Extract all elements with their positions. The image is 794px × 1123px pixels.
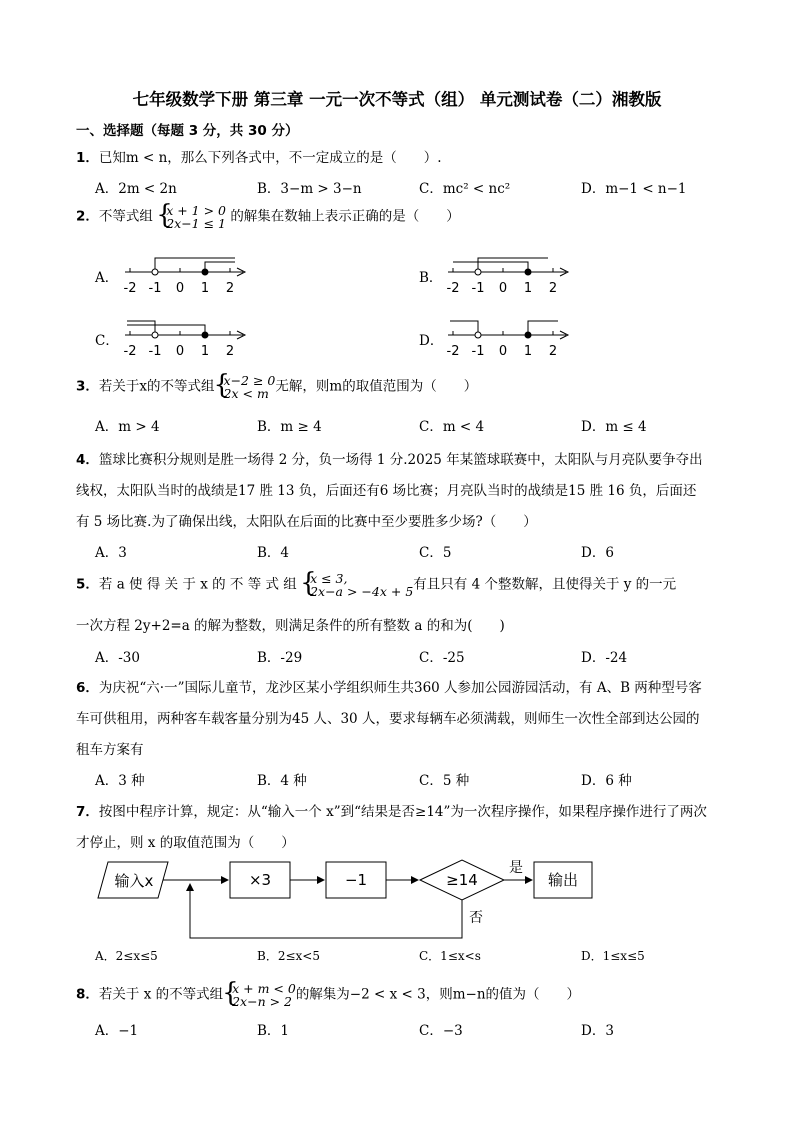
- question-number: 7．: [76, 804, 99, 820]
- solid-dot: [525, 332, 531, 338]
- tick-label: -2: [446, 344, 460, 359]
- q2-number-line-d[interactable]: [438, 315, 578, 361]
- q5-option-b[interactable]: B．-29: [257, 650, 303, 666]
- question-number: 8．: [76, 986, 99, 1003]
- q8-option-d[interactable]: D．3: [581, 1023, 614, 1039]
- open-dot: [475, 332, 481, 338]
- question-6-line-3: 租车方案有: [76, 742, 144, 758]
- q3-option-d[interactable]: D．m ≤ 4: [581, 419, 647, 435]
- open-dot: [475, 269, 481, 275]
- question-text-line: 按图中程序计算，规定：从“输入一个 x”到“结果是否≥14”为一次程序操作，如果程序操作进行了两次: [98, 804, 707, 820]
- q7-option-b[interactable]: B．2≤x<5: [257, 949, 320, 963]
- q2-option-c-label[interactable]: C．: [95, 333, 119, 349]
- q2-number-line-c[interactable]: [115, 315, 255, 361]
- question-number: 5．: [76, 576, 99, 593]
- tick-label: 0: [175, 281, 185, 296]
- q3-option-c[interactable]: C．m < 4: [419, 419, 485, 435]
- q2-option-b-label[interactable]: B．: [419, 270, 443, 286]
- question-7: [76, 800, 707, 820]
- tick-label: 2: [548, 344, 558, 359]
- tick-label: -1: [471, 281, 485, 296]
- q6-option-d[interactable]: D．6 种: [581, 773, 632, 789]
- question-text-line: 篮球比赛积分规则是胜一场得 2 分，负一场得 1 分.2025 年某篮球联赛中，太阳队与月亮队要争夺出: [98, 452, 703, 468]
- question-text-post: 无解，则m的取值范围为（ ）: [275, 378, 478, 395]
- question-number: 2．: [76, 208, 99, 225]
- question-text-post: 的解集为−2 < x < 3，则m−n的值为（ ）: [295, 986, 581, 1003]
- q2-option-a-label[interactable]: A．: [95, 270, 119, 286]
- inequality-system: { x−2 ≥ 0 2x < m: [215, 374, 276, 400]
- q4-option-a[interactable]: A．3: [95, 545, 127, 561]
- question-6-line-2: 车可供租用，两种客车载客量分别为45 人、30 人，要求每辆车必须满载，则师生一次性全部到达公园的: [76, 711, 700, 727]
- question-8: [76, 982, 580, 1008]
- q5-option-a[interactable]: A．-30: [95, 650, 140, 666]
- q1-option-b[interactable]: B．3−m > 3−n: [257, 181, 362, 197]
- q3-option-b[interactable]: B．m ≥ 4: [257, 419, 322, 435]
- section-heading: 一、选择题（每题 3 分，共 30 分）: [76, 123, 299, 139]
- tick-label: -1: [148, 344, 162, 359]
- inequality-system: { x + m < 0 2x−n > 2: [223, 982, 296, 1008]
- question-number: 3．: [76, 378, 99, 395]
- q7-option-a[interactable]: A．2≤x≤5: [95, 949, 158, 963]
- inequality-system: { x ≤ 3, 2x−a > −4x + 5: [301, 572, 413, 598]
- input-label: 输入x: [114, 872, 154, 890]
- tick-label: 0: [498, 344, 508, 359]
- no-label: 否: [469, 910, 483, 926]
- tick-label: 1: [523, 344, 533, 359]
- q6-option-b[interactable]: B．4 种: [257, 773, 307, 789]
- q8-option-b[interactable]: B．1: [257, 1023, 290, 1039]
- q2-option-d-label[interactable]: D．: [419, 333, 444, 349]
- tick-label: -2: [123, 344, 137, 359]
- question-text-post: 有且只有 4 个整数解，且使得关于 y 的一元: [413, 576, 677, 593]
- q6-option-a[interactable]: A．3 种: [95, 773, 145, 789]
- tick-label: -1: [471, 344, 485, 359]
- tick-label: 2: [548, 281, 558, 296]
- tick-label: -1: [148, 281, 162, 296]
- question-text-pre: 若 a 使 得 关 于 x 的 不 等 式 组: [98, 576, 297, 593]
- q1-option-c[interactable]: C．mc² < nc²: [419, 181, 511, 197]
- subtract-label: −1: [344, 871, 368, 889]
- multiply-label: ×3: [248, 871, 272, 889]
- question-number: 4．: [76, 452, 99, 468]
- q7-option-c[interactable]: C．1≤x<s: [419, 949, 481, 963]
- q2-number-line-b[interactable]: [438, 252, 578, 298]
- question-text: 已知m < n，那么下列各式中，不一定成立的是（ ）.: [98, 150, 442, 166]
- question-7-line-2: 才停止，则 x 的取值范围为（ ）: [76, 835, 295, 851]
- q5-option-d[interactable]: D．-24: [581, 650, 628, 666]
- q1-option-a[interactable]: A．2m < 2n: [95, 181, 177, 197]
- output-label: 输出: [547, 871, 579, 889]
- tick-label: 1: [200, 281, 210, 296]
- question-text-line: 为庆祝“六·一”国际儿童节，龙沙区某小学组织师生共360 人参加公园游园活动，有 A、B 两种型号客: [98, 680, 702, 696]
- solid-dot: [202, 332, 208, 338]
- q5-option-c[interactable]: C．-25: [419, 650, 465, 666]
- question-number: 1．: [76, 150, 99, 166]
- solid-dot: [202, 269, 208, 275]
- q3-option-a[interactable]: A．m > 4: [95, 419, 160, 435]
- q8-option-a[interactable]: A．−1: [95, 1023, 139, 1039]
- question-2: [76, 204, 460, 230]
- question-text-post: 的解集在数轴上表示正确的是（ ）: [230, 208, 460, 225]
- question-number: 6．: [76, 680, 99, 696]
- question-4: [76, 448, 703, 468]
- inequality-system: { x + 1 > 0 2x−1 ≤ 1: [157, 204, 226, 230]
- tick-label: 1: [523, 281, 533, 296]
- page-title: 七年级数学下册 第三章 一元一次不等式（组） 单元测试卷（二）湘教版: [132, 90, 662, 109]
- compare-label: ≥14: [446, 871, 478, 889]
- q4-option-b[interactable]: B．4: [257, 545, 290, 561]
- question-1: [76, 146, 442, 166]
- tick-label: 2: [225, 281, 235, 296]
- question-text-pre: 若关于x的不等式组: [98, 378, 215, 395]
- open-dot: [152, 332, 158, 338]
- q2-number-line-a[interactable]: [115, 252, 255, 298]
- open-dot: [152, 269, 158, 275]
- q6-option-c[interactable]: C．5 种: [419, 773, 470, 789]
- tick-label: 1: [200, 344, 210, 359]
- q4-option-d[interactable]: D．6: [581, 545, 614, 561]
- question-5-line-2: 一次方程 2y+2=a 的解为整数，则满足条件的所有整数 a 的和为( ): [76, 618, 505, 634]
- tick-label: -2: [446, 281, 460, 296]
- question-3: [76, 374, 477, 400]
- tick-label: -2: [123, 281, 137, 296]
- q1-option-d[interactable]: D．m−1 < n−1: [581, 181, 687, 197]
- question-5: [76, 572, 676, 598]
- question-text-pre: 若关于 x 的不等式组: [98, 986, 224, 1003]
- program-flowchart: [88, 852, 608, 944]
- question-6: [76, 676, 702, 696]
- yes-label: 是: [509, 860, 523, 876]
- tick-label: 0: [498, 281, 508, 296]
- q4-option-c[interactable]: C．5: [419, 545, 452, 561]
- q7-option-d[interactable]: D．1≤x≤5: [581, 949, 645, 963]
- tick-label: 0: [175, 344, 185, 359]
- question-text-pre: 不等式组: [98, 208, 153, 225]
- question-4-line-3: 有 5 场比赛.为了确保出线，太阳队在后面的比赛中至少要胜多少场?（ ）: [76, 514, 537, 530]
- tick-label: 2: [225, 344, 235, 359]
- solid-dot: [525, 269, 531, 275]
- question-4-line-2: 线权，太阳队当时的战绩是17 胜 13 负，后面还有6 场比赛；月亮队当时的战绩是15 胜 16 负，后面还: [76, 483, 697, 499]
- q8-option-c[interactable]: C．−3: [419, 1023, 463, 1039]
